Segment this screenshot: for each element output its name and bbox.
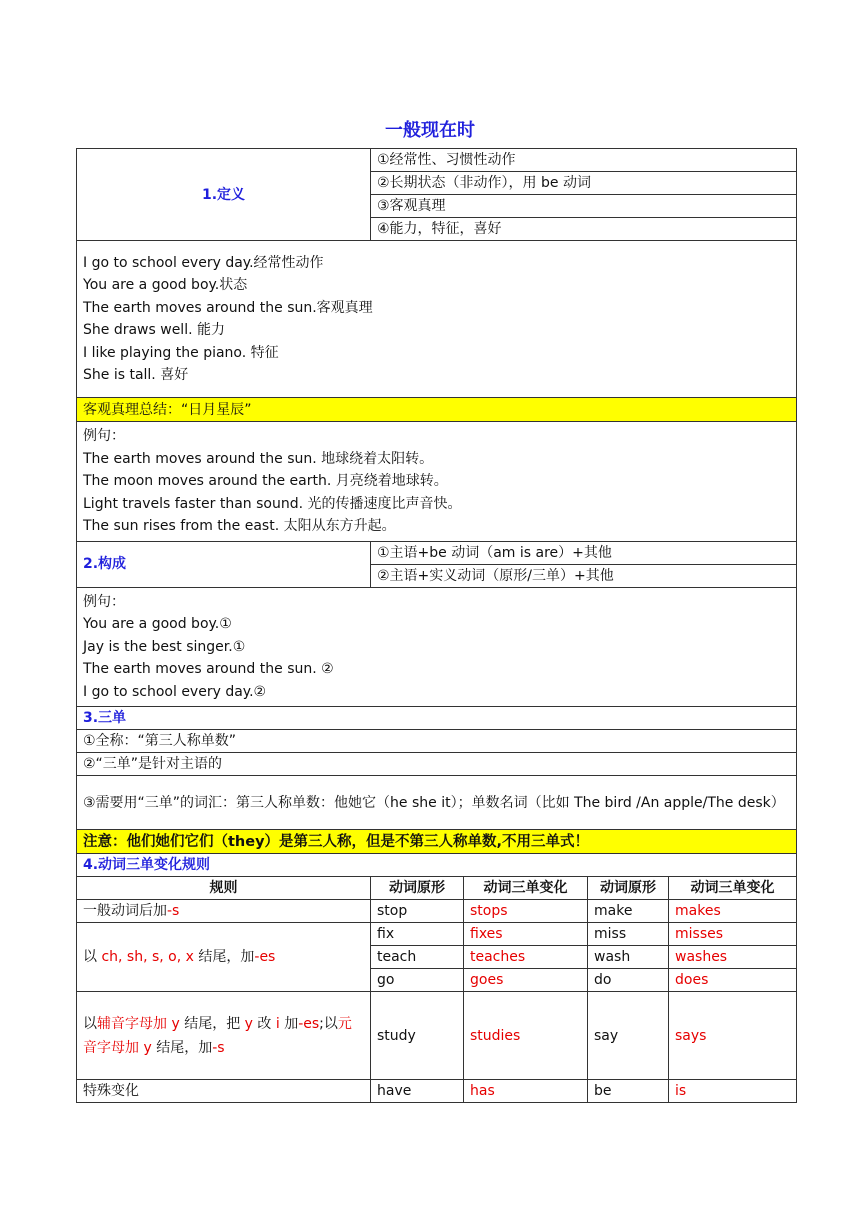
example-line: She is tall. 喜好	[83, 367, 189, 383]
rule-endings: ch, sh, s, o, x	[101, 949, 194, 965]
rule-cell	[77, 992, 371, 1080]
example-line: I go to school every day.②	[83, 683, 267, 700]
structure-item: ②主语+实义动词（原形/三单）+其他	[371, 564, 797, 587]
rule-text: 结尾，加	[151, 1039, 213, 1056]
verb-third: goes	[464, 969, 588, 992]
example-line: Jay is the best singer.①	[83, 638, 246, 655]
truth-summary: 客观真理总结：“日月星辰”	[77, 398, 797, 422]
structure-item: ①主语+be 动词（am is are）+其他	[371, 541, 797, 564]
note-banner: 注意：他们她们它们（they）是第三人称，但是不第三人称单数,不用三单式！	[77, 830, 797, 854]
rule-cell	[77, 900, 371, 923]
examples-heading: 例句：	[83, 593, 125, 610]
example-line: Light travels faster than sound. 光的传播速度比声音快。	[83, 495, 462, 512]
definition-item: ②长期状态（非动作），用 be 动词	[371, 172, 797, 195]
definition-label: 1.定义	[77, 149, 371, 241]
rule-highlight: i	[275, 1015, 280, 1032]
grammar-table	[76, 148, 797, 1103]
verb-base: go	[371, 969, 464, 992]
rule-text: 以	[83, 1015, 97, 1032]
verb-third: does	[669, 969, 797, 992]
rule-text: 结尾，加	[193, 949, 255, 965]
example-line: She draws well. 能力	[83, 322, 225, 338]
verb-base: fix	[371, 923, 464, 946]
rule-cell	[77, 923, 371, 992]
verb-third: stops	[464, 900, 588, 923]
examples-heading: 例句：	[83, 428, 125, 444]
rule-highlight: 辅音字母加 y	[97, 1015, 180, 1032]
verb-base: study	[371, 992, 464, 1080]
example-line: I go to school every day.经常性动作	[83, 254, 324, 271]
verb-third: says	[669, 992, 797, 1080]
rule-highlight: 元音字母加 y	[83, 1015, 352, 1056]
rule-text: 加	[279, 1015, 299, 1032]
example-line: The earth moves around the sun.客观真理	[83, 299, 373, 316]
verb-base: have	[371, 1080, 464, 1103]
verb-third: misses	[669, 923, 797, 946]
rule-text: ;以	[319, 1015, 338, 1032]
third-person-item: ③需要用“三单”的词汇：第三人称单数：他她它（he she it）；单数名词（比如 The bird /An apple/The desk）	[77, 776, 797, 830]
header-third: 动词三单变化	[464, 877, 588, 900]
example-line: You are a good boy.①	[83, 616, 232, 632]
verb-base: stop	[371, 900, 464, 923]
verb-third: washes	[669, 946, 797, 969]
verb-base: do	[588, 969, 669, 992]
example-line: The earth moves around the sun. ②	[83, 661, 334, 677]
verb-third: teaches	[464, 946, 588, 969]
header-base: 动词原形	[588, 877, 669, 900]
verb-third: studies	[464, 992, 588, 1080]
page-title: 一般现在时	[385, 120, 475, 141]
examples-block	[77, 422, 797, 542]
example-line: I like playing the piano. 特征	[83, 344, 279, 361]
structure-label: 2.构成	[77, 541, 371, 587]
verb-base: say	[588, 992, 669, 1080]
example-line: The moon moves around the earth. 月亮绕着地球转。	[83, 473, 448, 489]
example-line: The sun rises from the east. 太阳从东方升起。	[83, 518, 396, 534]
example-line: You are a good boy.状态	[83, 277, 248, 293]
verb-third: fixes	[464, 923, 588, 946]
rule-text: 结尾，把	[179, 1015, 245, 1032]
third-person-item: ①全称：“第三人称单数”	[77, 730, 797, 753]
definition-item: ①经常性、习惯性动作	[371, 149, 797, 172]
verb-base: be	[588, 1080, 669, 1103]
rule-text: 一般动词后加	[83, 903, 167, 919]
examples-block	[77, 587, 797, 707]
verb-base: teach	[371, 946, 464, 969]
header-third: 动词三单变化	[669, 877, 797, 900]
third-person-label: 3.三单	[77, 707, 797, 730]
definition-item: ④能力，特征，喜好	[371, 218, 797, 241]
definition-item: ③客观真理	[371, 195, 797, 218]
examples-block	[77, 241, 797, 398]
verb-third: is	[669, 1080, 797, 1103]
rule-suffix: -es	[254, 949, 276, 965]
verb-base: wash	[588, 946, 669, 969]
third-person-item: ②“三单”是针对主语的	[77, 753, 797, 776]
example-line: The earth moves around the sun. 地球绕着太阳转。	[83, 450, 434, 467]
rule-text: 改	[252, 1015, 276, 1032]
rule-suffix: -s	[167, 903, 180, 919]
verb-base: make	[588, 900, 669, 923]
rule-text: 以	[83, 949, 102, 965]
header-base: 动词原形	[371, 877, 464, 900]
verb-third: makes	[669, 900, 797, 923]
header-rule: 规则	[77, 877, 371, 900]
rule-suffix: -s	[212, 1039, 225, 1056]
rule-highlight: y	[244, 1015, 253, 1032]
verb-base: miss	[588, 923, 669, 946]
rule-cell: 特殊变化	[77, 1080, 371, 1103]
verb-third: has	[464, 1080, 588, 1103]
rules-label: 4.动词三单变化规则	[77, 854, 797, 877]
rule-suffix: -es	[298, 1015, 320, 1032]
